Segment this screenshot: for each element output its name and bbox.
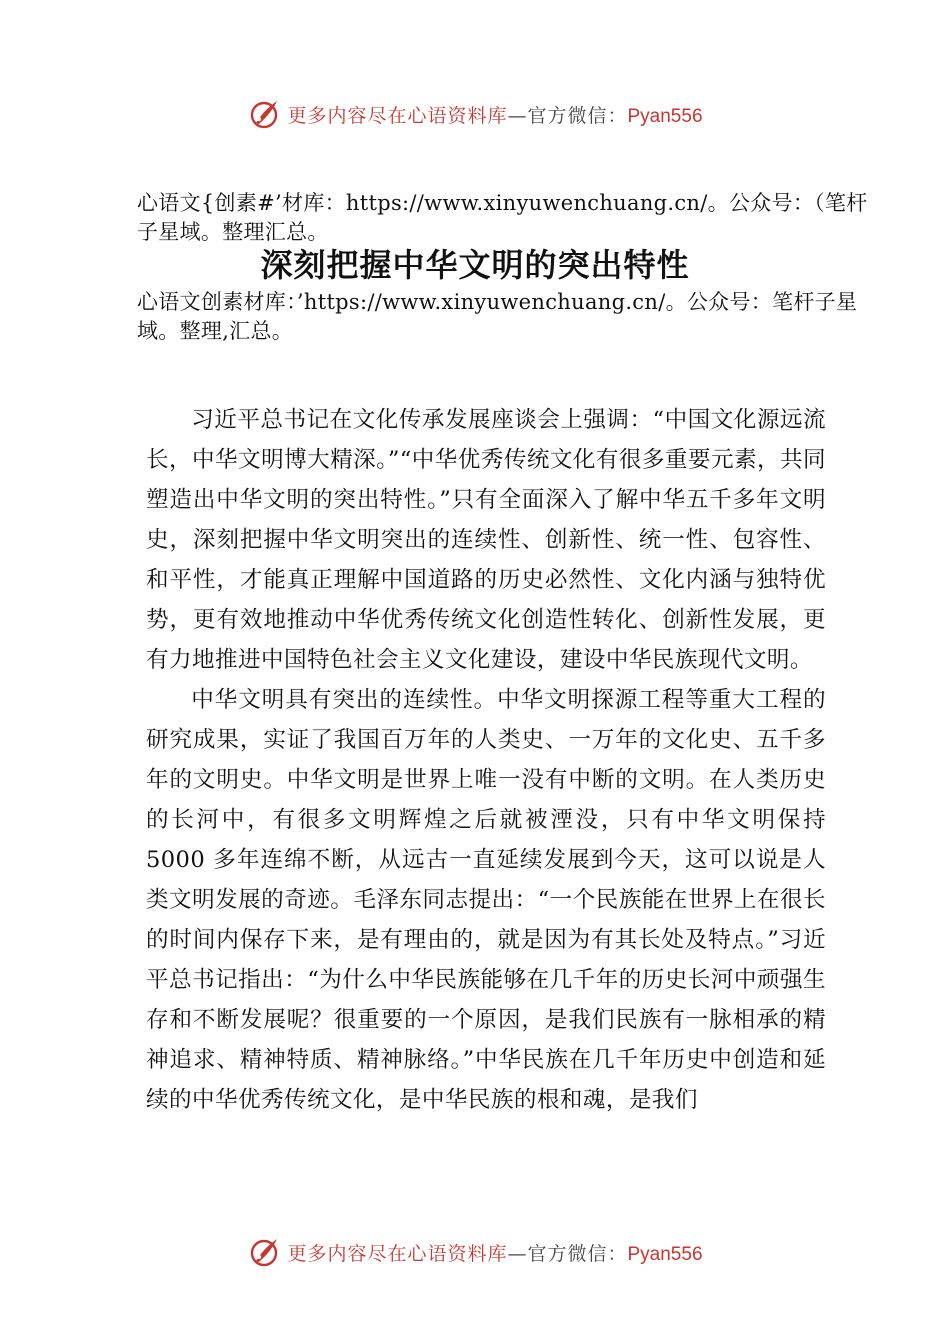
paragraph-2: 中华文明具有突出的连续性。中华文明探源工程等重大工程的研究成果，实证了我国百万年的人类史、一万年的文化史、五千多年的文明史。中华文明是世界上唯一没有中断的文明。在人类历史的长河中，有很多文明辉煌之后就被湮没，只有中华文明保持 5000 多年连绵不断，从远古一直延续发展到今天，这可以说是人类文明发展的奇迹。毛泽东同志提出：“一个民族能在世界上在很长的时间内保存下来，是有理由的，就是因为有其长处及特点。”习近平总书记指出：“为什么中华民族能够在几千年的历史长河中顽强生存和不断发展呢？很重要的一个原因，是我们民族有一脉相承的精神追求、精神特质、精神脉络。”中华民族在几千年历史中创造和延续的中华优秀传统文化，是中华民族的根和魂，是我们 — [146, 687, 826, 1113]
brand-separator: —官方微信： — [507, 104, 628, 127]
source-meta-line-1: 心语文{创素#’材库：https://www.xinyuwenchuang.cn/。公众号：（笔杆子星域。整理汇总。 — [137, 191, 868, 244]
page-title: 深刻把握中华文明的突出特性 — [260, 246, 690, 284]
watermark-banner-top — [0, 94, 950, 134]
brand-separator: —官方微信： — [507, 1242, 628, 1265]
watermark-text — [287, 101, 702, 128]
quill-ink-logo-icon — [247, 97, 281, 131]
article-body — [146, 400, 826, 1120]
wechat-id: Pyan556 — [627, 1243, 703, 1265]
source-meta-line-2: 心语文创素材库：’https://www.xinyuwenchuang.cn/。公众号：笔杆子星域。整理,汇总。 — [137, 290, 858, 343]
watermark-text — [287, 1239, 702, 1266]
brand-name: 更多内容尽在心语资料库 — [287, 104, 508, 127]
wechat-id: Pyan556 — [627, 105, 703, 127]
watermark-banner-bottom — [0, 1232, 950, 1272]
paragraph-1: 习近平总书记在文化传承发展座谈会上强调：“中国文化源远流长，中华文明博大精深。”“中华优秀传统文化有很多重要元素，共同塑造出中华文明的突出特性。”只有全面深入了解中华五千多年文明史，深刻把握中华文明突出的连续性、创新性、统一性、包容性、和平性，才能真正理解中国道路的历史必然性、文化内涵与独特优势，更有效地推动中华优秀传统文化创造性转化、创新性发展，更有力地推进中国特色社会主义文化建设，建设中华民族现代文明。 — [146, 407, 826, 673]
quill-ink-logo-icon — [247, 1235, 281, 1269]
brand-name: 更多内容尽在心语资料库 — [287, 1242, 508, 1265]
